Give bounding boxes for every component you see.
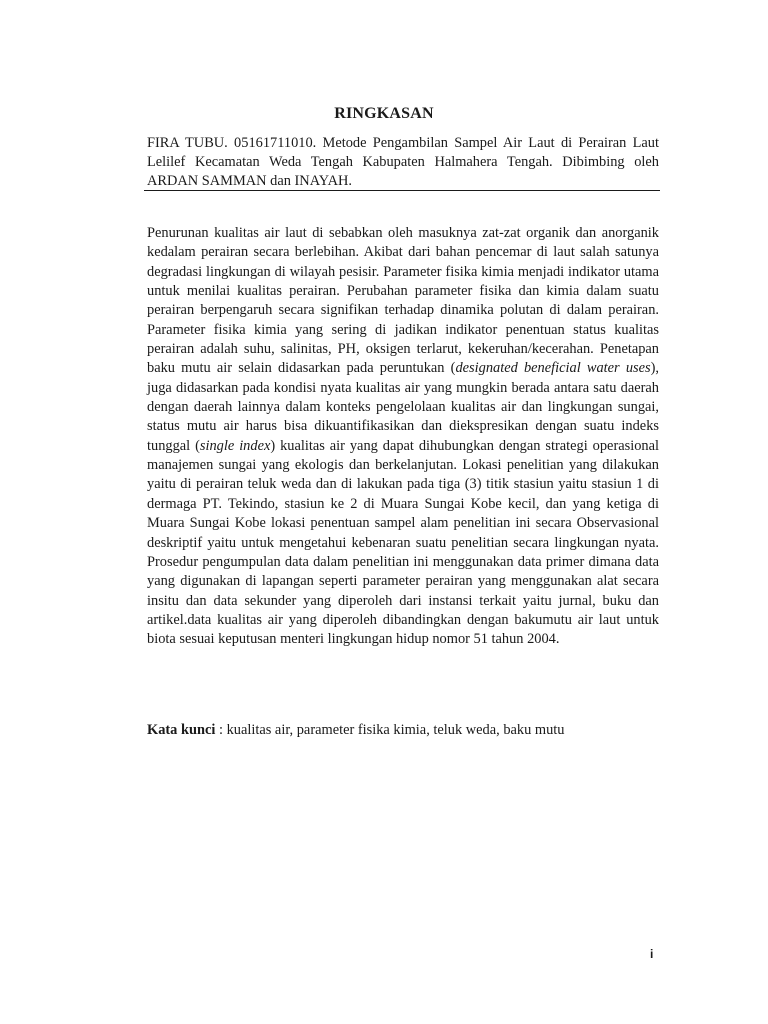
abstract-italic-term-1: designated beneficial water uses	[455, 360, 651, 377]
keywords-label: Kata kunci	[147, 722, 216, 738]
abstract-text-part-3: ) kualitas air yang dapat dihubungkan dengan strategi operasional manajemen sungai yang ekologis dan berkelanjutan. Lokasi penelitian yang dilakukan yaitu di perairan teluk weda dan di lakukan pada tiga (3) titik stasiun yaitu stasiun 1 di dermaga PT. Tekindo, stasiun ke 2 di Muara Sungai Kobe kecil, dan yang ketiga di Muara Sungai Kobe lokasi penentuan sampel alam penelitian ini secara Observasional deskriptif yaitu untuk mengetahui kebenaran suatu penelitian secara lingkungan nyata. Prosedur pengumpulan data dalam penelitian ini menggunakan data primer dimana data yang digunakan di lapangan seperti parameter perairan yang menggunakan alat secara insitu dan data sekunder yang diperoleh dari instansi terkait yaitu jurnal, buku dan artikel.data kualitas air yang diperoleh dibandingkan dengan bakumutu air laut untuk biota sesuai keputusan menteri lingkungan hidup nomor 51 tahun 2004.	[147, 437, 659, 648]
abstract-body	[147, 224, 659, 650]
keywords-value: kualitas air, parameter fisika kimia, teluk weda, baku mutu	[226, 722, 565, 738]
abstract-text-part-1: Penurunan kualitas air laut di sebabkan oleh masuknya zat-zat organik dan anorganik kedalam perairan secara berlebihan. Akibat dari bahan pencemar di laut salah satunya degradasi lingkungan di wilayah pesisir. Parameter fisika kimia menjadi indikator utama untuk menilai kualitas perairan. Perubahan parameter fisika dan kimia dalam suatu perairan berpengaruh secara signifikan terhadap dinamika polutan di dalam perairan. Parameter fisika kimia yang sering di jadikan indikator penentuan status kualitas perairan adalah suhu, salinitas, PH, oksigen terlarut, kekeruhan/kecerahan. Penetapan baku mutu air selain didasarkan pada peruntukan (	[147, 225, 659, 377]
header-divider	[144, 190, 660, 191]
page-title: RINGKASAN	[334, 105, 434, 122]
keywords-separator: :	[215, 722, 227, 738]
abstract-italic-term-2: single index	[199, 437, 271, 454]
page-number: i	[650, 947, 654, 961]
author-citation: FIRA TUBU. 05161711010. Metode Pengambilan Sampel Air Laut di Perairan Laut Lelilef Kecamatan Weda Tengah Kabupaten Halmahera Tengah. Dibimbing oleh ARDAN SAMMAN dan INAYAH.	[147, 135, 659, 189]
abstract-text-part-2: ), juga didasarkan pada kondisi nyata kualitas air yang mungkin berada antara satu daerah dengan daerah lainnya dalam konteks pengelolaan kualitas air dan lingkungan sungai, status mutu air harus bisa dikuantifikasikan dan diekspresikan dengan suatu indeks tunggal (	[147, 360, 659, 454]
keywords-line	[147, 721, 659, 740]
